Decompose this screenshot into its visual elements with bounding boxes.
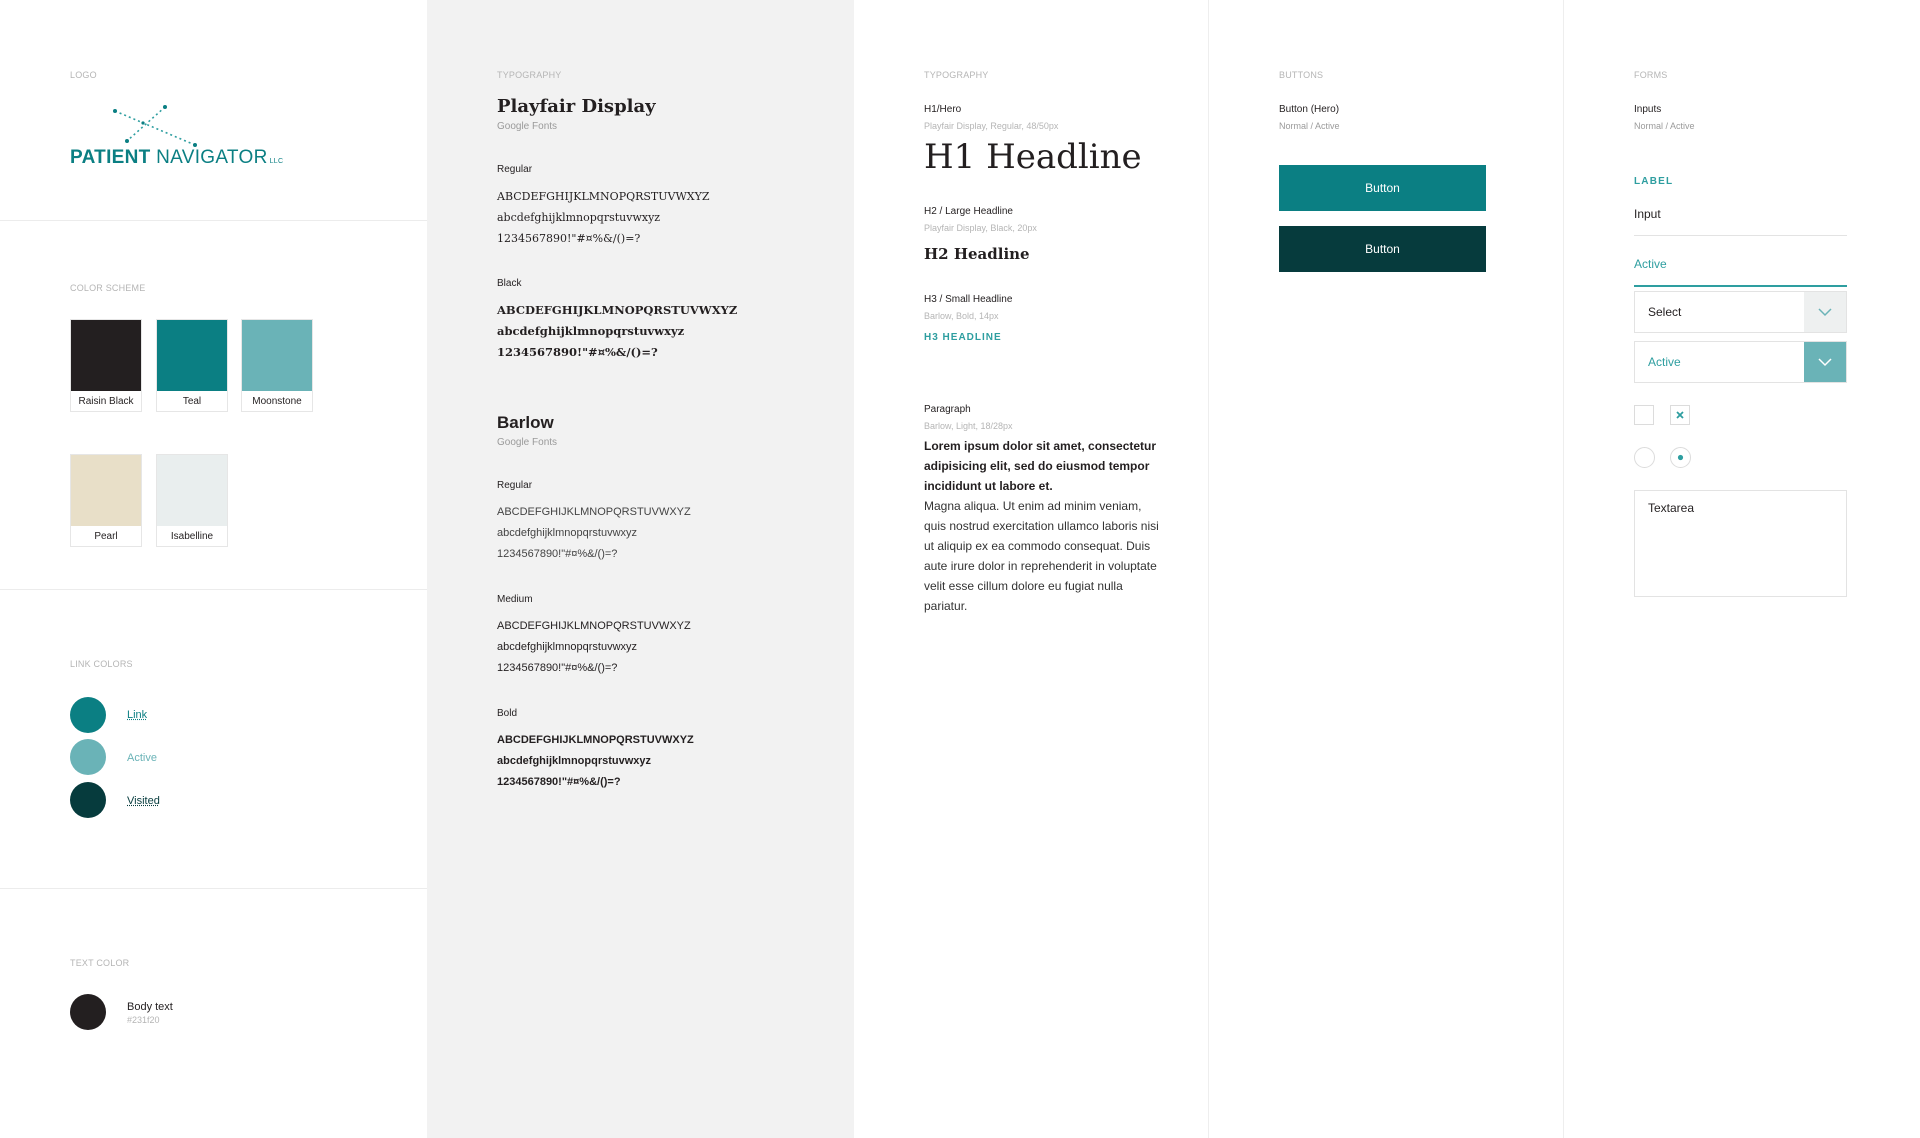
glyph-line: abcdefghijklmnopqrstuvwxyz <box>497 755 652 767</box>
glyph-line: ABCDEFGHIJKLMNOPQRSTUVWXYZ <box>497 620 691 632</box>
playfair-black-label: Black <box>497 278 522 289</box>
body-text-color-dot <box>70 994 106 1030</box>
glyph-line: ABCDEFGHIJKLMNOPQRSTUVWXYZ <box>497 734 694 746</box>
paragraph-body: Magna aliqua. Ut enim ad minim veniam, quis nostrud exercitation ullamco laboris nisi ut aliquip ex ea commodo consequat. Duis aute irure dolor in reprehenderit in voluptate velit esse cillum dolore eu fugiat nulla pariatur. <box>924 499 1159 613</box>
h1-sample: H1 Headline <box>924 137 1142 177</box>
brand-column <box>0 0 427 1138</box>
link-sample[interactable]: Link <box>127 709 148 721</box>
paragraph-spec-meta: Barlow, Light, 18/28px <box>924 421 1013 431</box>
checkbox-unchecked[interactable] <box>1634 405 1654 425</box>
type-styles-column <box>854 0 1209 1138</box>
logo-wordmark <box>70 147 283 169</box>
font-families-column <box>427 0 854 1138</box>
glyph-line: 1234567890!"#¤%&/()=? <box>497 662 618 674</box>
button-spec-states: Normal / Active <box>1279 121 1340 131</box>
h3-spec-name: H3 / Small Headline <box>924 294 1013 305</box>
barlow-regular-glyphs <box>497 502 691 565</box>
barlow-title: Barlow <box>497 413 554 432</box>
button-spec-name: Button (Hero) <box>1279 104 1340 115</box>
swatch-chip <box>242 320 312 391</box>
text-input-normal[interactable]: Input <box>1634 207 1847 236</box>
radio-unselected[interactable] <box>1634 447 1655 468</box>
playfair-black-glyphs <box>497 300 737 363</box>
forms-section-label: FORMS <box>1634 70 1668 80</box>
barlow-regular-label: Regular <box>497 480 533 491</box>
playfair-source: Google Fonts <box>497 121 558 132</box>
playfair-title: Playfair Display <box>497 96 656 117</box>
radio-selected[interactable] <box>1670 447 1691 468</box>
swatch-name: Teal <box>182 396 202 407</box>
buttons-column <box>1209 0 1564 1138</box>
forms-spec-states: Normal / Active <box>1634 121 1695 131</box>
chevron-down-icon <box>1804 292 1846 332</box>
barlow-medium-glyphs <box>497 616 691 679</box>
field-label: LABEL <box>1634 176 1674 187</box>
chevron-down-icon <box>1804 342 1846 382</box>
swatch-chip <box>71 320 141 391</box>
barlow-bold-glyphs <box>497 730 694 793</box>
glyph-line: ABCDEFGHIJKLMNOPQRSTUVWXYZ <box>497 303 738 317</box>
h3-spec-meta: Barlow, Bold, 14px <box>924 311 999 321</box>
h2-sample: H2 Headline <box>924 245 1030 263</box>
swatch-name: Isabelline <box>170 531 214 542</box>
glyph-line: abcdefghijklmnopqrstuvwxyz <box>497 641 638 653</box>
glyph-line: 1234567890!"#¤%&/()=? <box>497 776 621 788</box>
swatch-chip <box>157 455 227 526</box>
h2-spec-name: H2 / Large Headline <box>924 206 1013 217</box>
select-value: Active <box>1648 355 1681 369</box>
playfair-regular-glyphs <box>497 186 710 249</box>
barlow-medium-label: Medium <box>497 594 533 605</box>
logo-word-patient: PATIENT <box>70 147 151 168</box>
active-color-dot <box>70 739 106 775</box>
check-x-icon <box>1671 406 1689 424</box>
visited-color-dot <box>70 782 106 818</box>
body-text-hex: #231f20 <box>127 1015 160 1025</box>
barlow-bold-label: Bold <box>497 708 518 719</box>
patient-navigator-logo <box>70 105 300 175</box>
playfair-regular-label: Regular <box>497 164 533 175</box>
buttons-section-label: BUTTONS <box>1279 70 1324 80</box>
logo-section-label: LOGO <box>70 70 97 80</box>
divider <box>0 589 427 590</box>
forms-column <box>1564 0 1920 1138</box>
textarea[interactable]: Textarea <box>1634 490 1847 597</box>
swatch-name: Moonstone <box>252 396 302 407</box>
swatch-chip <box>157 320 227 391</box>
glyph-line: 1234567890!"#¤%&/()=? <box>497 345 658 359</box>
body-text-name: Body text <box>127 1001 173 1013</box>
paragraph-lead: Lorem ipsum dolor sit amet, consectetur adipisicing elit, sed do eiusmod tempor incididunt ut labore et. <box>924 439 1157 493</box>
glyph-line: abcdefghijklmnopqrstuvwxyz <box>497 527 638 539</box>
select-value: Select <box>1648 305 1682 319</box>
select-normal[interactable] <box>1634 291 1847 333</box>
h1-spec-name: H1/Hero <box>924 104 962 115</box>
radio-dot-icon <box>1671 448 1690 467</box>
constellation-icon <box>105 105 235 149</box>
glyph-line: abcdefghijklmnopqrstuvwxyz <box>497 211 661 224</box>
text-color-label: TEXT COLOR <box>70 958 130 968</box>
paragraph-sample <box>924 436 1164 616</box>
glyph-line: ABCDEFGHIJKLMNOPQRSTUVWXYZ <box>497 506 691 518</box>
hero-button-normal[interactable]: Button <box>1279 165 1486 211</box>
swatch-name: Pearl <box>94 531 118 542</box>
swatch-moonstone <box>241 319 313 412</box>
text-input-active[interactable]: Active <box>1634 257 1847 287</box>
swatch-isabelline <box>156 454 228 547</box>
color-scheme-label: COLOR SCHEME <box>70 283 146 293</box>
h3-sample: H3 HEADLINE <box>924 332 1002 343</box>
barlow-source: Google Fonts <box>497 437 558 448</box>
swatch-teal <box>156 319 228 412</box>
swatch-raisin-black <box>70 319 142 412</box>
paragraph-spec-name: Paragraph <box>924 404 971 415</box>
glyph-line: ABCDEFGHIJKLMNOPQRSTUVWXYZ <box>497 190 710 203</box>
glyph-line: 1234567890!"#¤%&/()=? <box>497 232 641 245</box>
typography-styles-label: TYPOGRAPHY <box>924 70 989 80</box>
logo-word-navigator: NAVIGATOR <box>156 147 268 168</box>
swatch-pearl <box>70 454 142 547</box>
typography-section-label: TYPOGRAPHY <box>497 70 562 80</box>
checkbox-checked[interactable] <box>1670 405 1690 425</box>
swatch-chip <box>71 455 141 526</box>
h1-spec-meta: Playfair Display, Regular, 48/50px <box>924 121 1059 131</box>
h2-spec-meta: Playfair Display, Black, 20px <box>924 223 1037 233</box>
divider <box>0 888 427 889</box>
visited-link-sample[interactable]: Visited <box>127 795 160 807</box>
link-color-dot <box>70 697 106 733</box>
divider <box>0 220 427 221</box>
swatch-name: Raisin Black <box>78 396 134 407</box>
logo-suffix: LLC <box>269 158 284 165</box>
forms-spec-name: Inputs <box>1634 104 1662 115</box>
hero-button-active[interactable]: Button <box>1279 226 1486 272</box>
glyph-line: 1234567890!"#¤%&/()=? <box>497 548 618 560</box>
link-colors-label: LINK COLORS <box>70 659 133 669</box>
active-link-sample[interactable]: Active <box>127 752 157 764</box>
glyph-line: abcdefghijklmnopqrstuvwxyz <box>497 324 685 338</box>
select-active[interactable] <box>1634 341 1847 383</box>
